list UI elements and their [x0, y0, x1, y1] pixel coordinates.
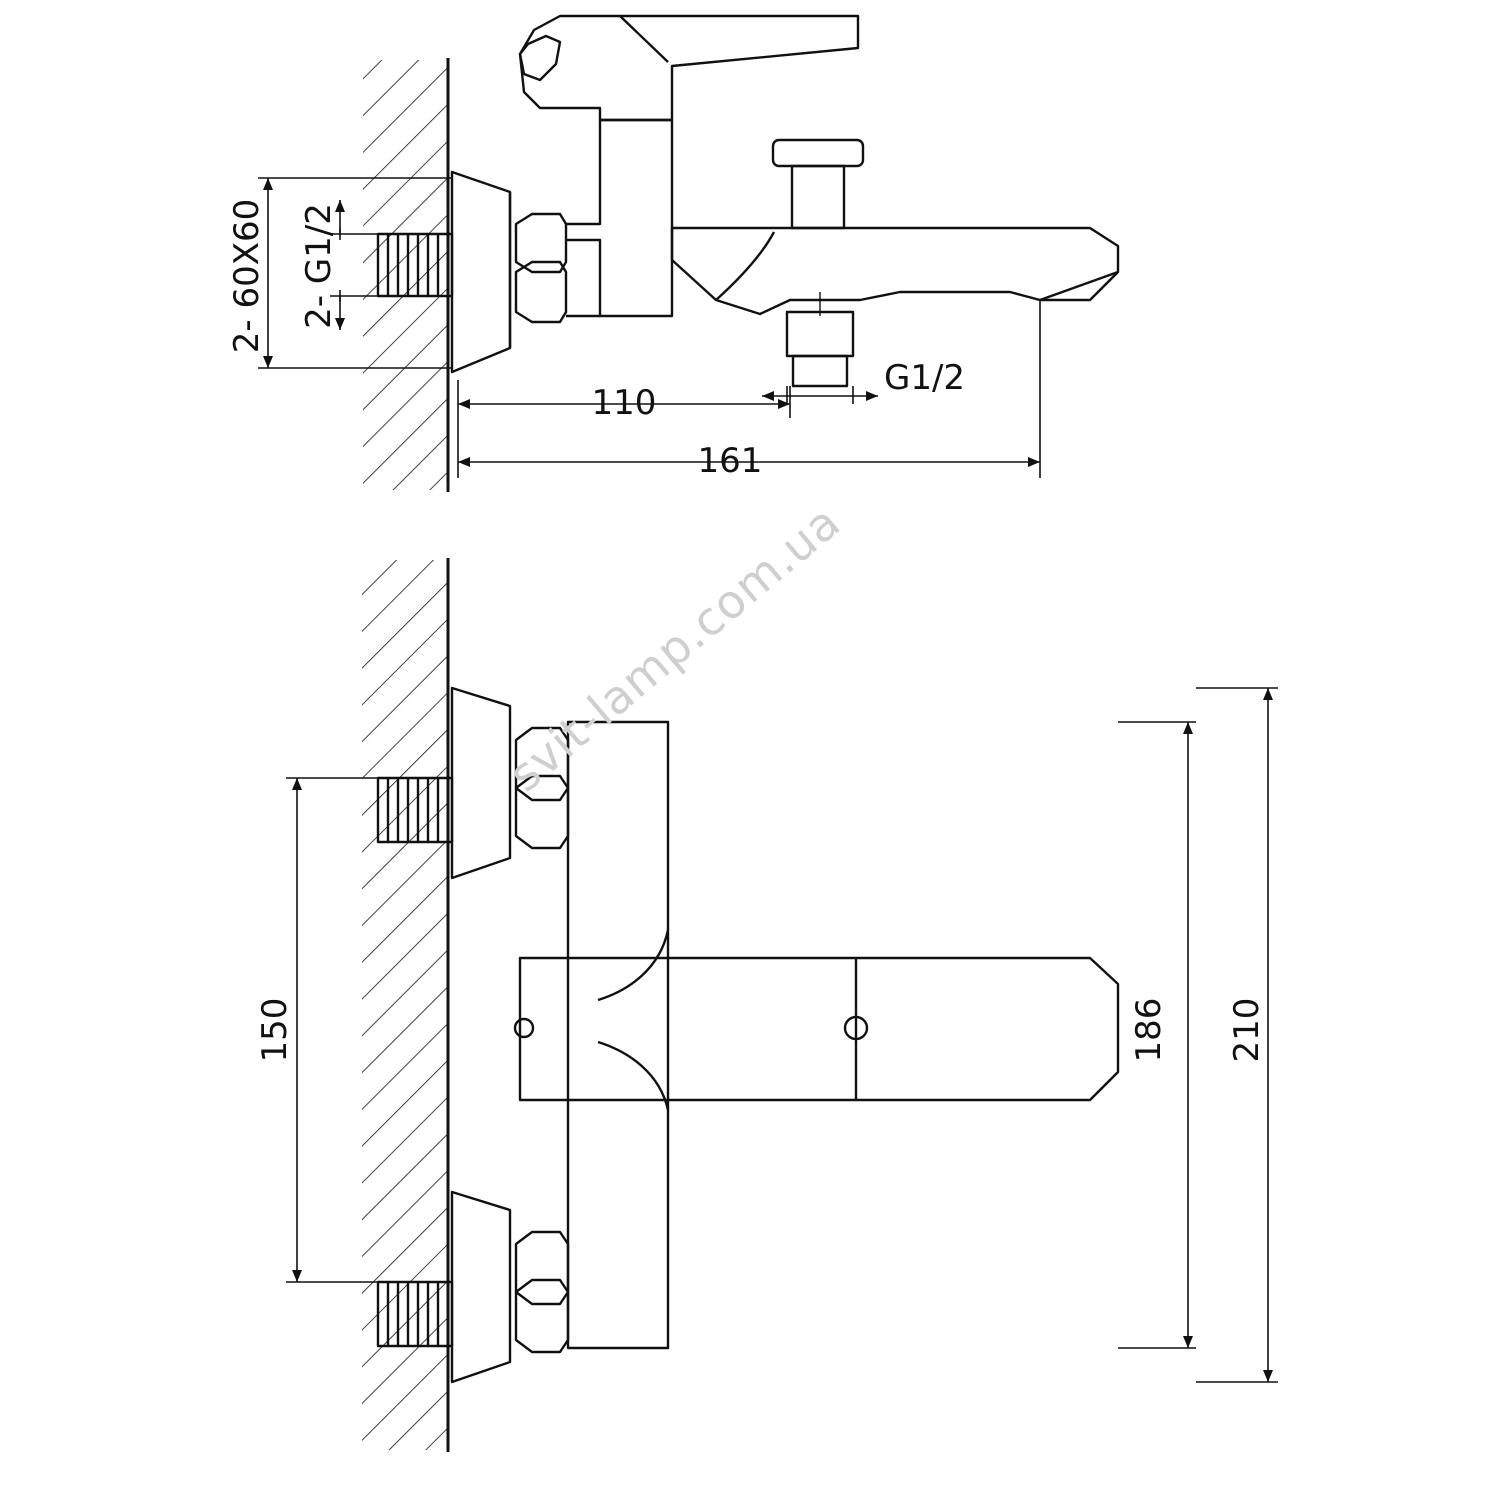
- dim-label-186: 186: [1129, 997, 1169, 1063]
- watermark-text: svit-lamp.com.ua: [498, 494, 851, 803]
- dim-label-110: 110: [591, 383, 657, 423]
- mixer-body-front: [515, 722, 668, 1348]
- side-view-group: [363, 16, 1118, 492]
- dim-g12-outlet-lines: [762, 386, 878, 404]
- hex-nut-side: [516, 214, 566, 322]
- spout-front: [520, 958, 1118, 1100]
- diverter-knob-side: [773, 140, 863, 228]
- dim-label-210: 210: [1227, 997, 1267, 1063]
- dim-label-161: 161: [697, 441, 763, 481]
- lever-handle-side: [520, 16, 858, 120]
- wall-hatch-top: [363, 58, 448, 492]
- dim-label-150: 150: [255, 997, 295, 1063]
- wall-hatch-front: [362, 558, 448, 1452]
- front-view-group: [362, 558, 1118, 1452]
- dim-label-2-g12: 2- G1/2: [299, 203, 339, 329]
- mixer-body-side: [566, 120, 672, 316]
- dim-label-g12-outlet: G1/2: [884, 358, 966, 398]
- wall-flange-side: [452, 172, 510, 372]
- shower-outlet-side: [787, 312, 853, 386]
- spout-side: [672, 228, 1118, 314]
- dim-label-2-60x60: 2- 60X60: [227, 198, 267, 354]
